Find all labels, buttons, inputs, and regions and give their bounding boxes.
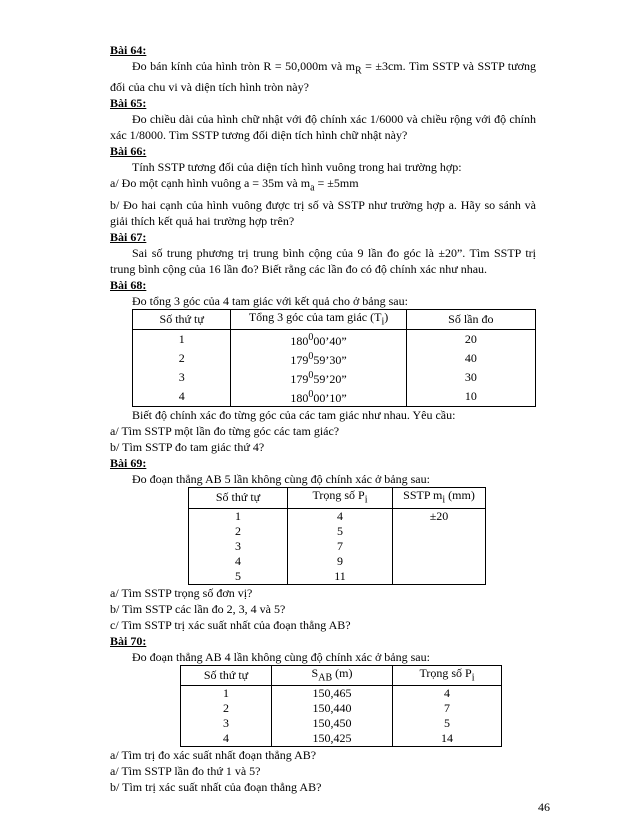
table-cell: 7	[288, 539, 393, 554]
column-header: Số thứ tự	[189, 488, 288, 508]
exercise-66-part-a: a/ Đo một cạnh hình vuông a = 35m và $m_a = \pm 5mm$	[110, 176, 359, 194]
table-cell: 1	[181, 685, 272, 701]
table-row	[133, 368, 536, 387]
column-header: Trọng số $P_i$	[288, 488, 393, 508]
table-row	[189, 524, 486, 539]
page-content	[110, 42, 536, 795]
exercise-69-question-b: b/ Tìm SSTP các lần đo 2, 3, 4 và 5?	[110, 601, 286, 616]
table-row	[133, 330, 536, 350]
table-cell	[393, 554, 486, 569]
table-row	[189, 508, 486, 524]
exercise-65-text: Đo chiều dài của hình chữ nhật với độ chính xác 1/6000 và chiều rộng với độ chính xác 1/8000. Tìm SSTP tương đối diện tích hình chữ nhật này?	[110, 112, 536, 143]
table-row	[189, 569, 486, 585]
table-row	[189, 539, 486, 554]
table-cell: 150,450	[272, 716, 393, 731]
table-row	[133, 387, 536, 407]
exercise-66-title: Bài 66:	[110, 144, 147, 159]
table-cell: 5	[393, 716, 502, 731]
table-cell: 4	[288, 508, 393, 524]
column-header: $S_{AB}$ (m)	[272, 665, 393, 685]
table-cell: 10	[406, 387, 535, 407]
exercise-68-table	[132, 309, 536, 407]
exercise-69-question-c: c/ Tìm SSTP trị xác suất nhất của đoạn thẳng AB?	[110, 617, 351, 632]
exercise-66-part-b: b/ Đo hai cạnh của hình vuông được trị số và SSTP như trường hợp a. Hãy so sánh và giải thích kết quả hai trường hợp trên?	[110, 197, 536, 228]
exercise-70-question-a: a/ Tìm trị đo xác suất nhất đoạn thẳng AB?	[110, 747, 317, 762]
table-row	[181, 731, 502, 747]
table-cell: 14	[393, 731, 502, 747]
exercise-66-intro: Tính SSTP tương đối của diện tích hình vuông trong hai trường hợp:	[132, 160, 462, 175]
exercise-68-question-b: b/ Tìm SSTP đo tam giác thứ 4?	[110, 440, 265, 455]
column-header: Số lần đo	[406, 309, 535, 329]
table-cell: 150,440	[272, 701, 393, 716]
table-cell	[393, 539, 486, 554]
table-header-row	[181, 665, 502, 685]
table-cell: 1	[189, 508, 288, 524]
table-cell	[393, 524, 486, 539]
exercise-70-table	[180, 665, 502, 747]
exercise-67-title: Bài 67:	[110, 229, 147, 244]
table-cell: 4	[181, 731, 272, 747]
exercise-64-text: Đo bán kính của hình tròn R = 50,000m và $m_R = \pm 3cm$. Tìm SSTP và SSTP tương đối của chu vi và diện tích hình tròn này?	[110, 59, 536, 95]
table-cell: 4	[393, 685, 502, 701]
table-cell: 4	[189, 554, 288, 569]
table-row	[189, 554, 486, 569]
table-cell: 20	[406, 330, 535, 350]
table-cell: 1	[133, 330, 231, 350]
table-cell: 2	[181, 701, 272, 716]
table-cell: 7	[393, 701, 502, 716]
exercise-70-question-b: b/ Tìm trị xác suất nhất của đoạn thẳng AB?	[110, 779, 322, 794]
table-cell	[393, 569, 486, 585]
table-cell: 11	[288, 569, 393, 585]
column-header: Số thứ tự	[133, 309, 231, 329]
table-cell: 150,465	[272, 685, 393, 701]
table-cell: 4	[133, 387, 231, 407]
table-cell: 3	[181, 716, 272, 731]
table-row	[181, 716, 502, 731]
exercise-65-title: Bài 65:	[110, 96, 147, 111]
exercise-68-title: Bài 68:	[110, 277, 147, 292]
exercise-69-question-a: a/ Tìm SSTP trọng số đơn vị?	[110, 585, 253, 600]
exercise-70-intro: Đo đoạn thẳng AB 4 lần không cùng độ chính xác ở bảng sau:	[132, 649, 430, 664]
table-cell: $180^000’10$”	[231, 387, 406, 407]
table-cell: 2	[133, 349, 231, 368]
table-header-row	[133, 309, 536, 329]
table-cell: 30	[406, 368, 535, 387]
table-cell: 3	[133, 368, 231, 387]
exercise-69-intro: Đo đoạn thẳng AB 5 lần không cùng độ chính xác ở bảng sau:	[132, 472, 430, 487]
table-row	[133, 349, 536, 368]
table-cell: 5	[288, 524, 393, 539]
exercise-64-title: Bài 64:	[110, 43, 147, 57]
column-header: SSTP $m_i$ (mm)	[393, 488, 486, 508]
exercise-70-question-a2: a/ Tìm SSTP lần đo thứ 1 và 5?	[110, 763, 261, 778]
table-cell: $179^059’20$”	[231, 368, 406, 387]
column-header: Tổng 3 góc của tam giác $(T_i)$	[231, 309, 406, 329]
table-row	[181, 701, 502, 716]
table-cell: 9	[288, 554, 393, 569]
table-cell: $180^000’40$”	[231, 330, 406, 350]
table-cell: 2	[189, 524, 288, 539]
exercise-70-title: Bài 70:	[110, 633, 147, 648]
exercise-69-title: Bài 69:	[110, 456, 147, 471]
table-cell: 40	[406, 349, 535, 368]
exercise-68-after: Biết độ chính xác đo từng góc của các tam giác như nhau. Yêu cầu:	[132, 408, 456, 423]
table-header-row	[189, 488, 486, 508]
exercise-67-text: Sai số trung phương trị trung bình cộng của 9 lần đo góc là ±20”. Tìm SSTP trị trung bình cộng của 16 lần đo? Biết rằng các lần đo có độ chính xác như nhau.	[110, 245, 536, 276]
table-row	[181, 685, 502, 701]
table-cell: $179^059’30$”	[231, 349, 406, 368]
table-cell: 5	[189, 569, 288, 585]
column-header: Trọng số $P_i$	[393, 665, 502, 685]
table-cell: 150,425	[272, 731, 393, 747]
column-header: Số thứ tự	[181, 665, 272, 685]
page-number: 46	[538, 800, 550, 814]
exercise-69-table	[188, 487, 486, 584]
exercise-68-question-a: a/ Tìm SSTP một lần đo từng góc các tam giác?	[110, 424, 340, 439]
table-cell: ±20	[393, 508, 486, 524]
table-cell: 3	[189, 539, 288, 554]
exercise-68-intro: Đo tổng 3 góc của 4 tam giác với kết quả cho ở bảng sau:	[132, 293, 408, 308]
